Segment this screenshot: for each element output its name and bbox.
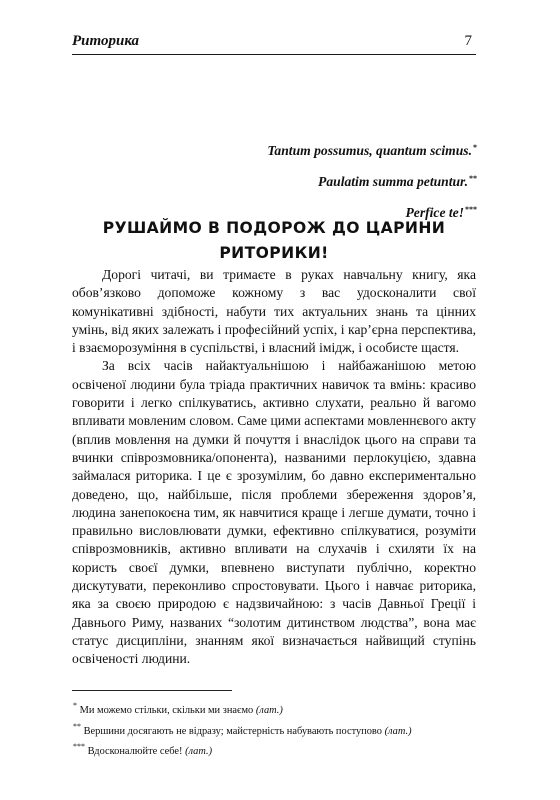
footnote-1-language: (лат.) (255, 705, 283, 716)
running-header (72, 30, 476, 55)
page-number: 7 (464, 33, 472, 49)
epigraph-3-footnote-mark: *** (465, 205, 477, 214)
footnote-3-language: (лат.) (185, 746, 213, 758)
epigraph-3-text: Perfice te! (405, 205, 464, 220)
epigraphs (267, 134, 477, 227)
epigraph-2-footnote-mark: ** (469, 174, 477, 183)
epigraph-1-text: Tantum possumus, quantum scimus. (267, 143, 472, 158)
body-paragraph-2: За всіх часів найактуальнішою і найбажанішою метою освіченої людини була тріада практичних навичок та вмінь: красиво говорити і легко спілкуватись, активно слухати, реально й вагомо впливати мовленим словом. Саме цими аспектами мовленнєвого акту (вплив мовлення на думки й почуття і внаслідок цього на справи та вчинки співрозмовника/опонента), названими перлокуцією, здавна займалася риторика. І це є зрозумілим, бо давно експериментально доведено, що, найбільше, після проблеми збереження здоров’я, людина занепокоєна тим, як навчитися краще і легше думати, точно і правильно висловлювати думки, ефективно спілкуватися, розуміти співрозмовників, активно впливати на слухачів і схиляти їх на користь своєї думки, впевнено виступати публічно, коректно дискутувати, переконливо спростовувати. Цього і навчає риторика, яка за своєю природою є надзвичайною: з часів Давньої Греції і Давнього Риму, названих “золотим дитинством людства”, вона має статус дисципліни, знанням якої визначається найвищий ступінь освіченості людини. (72, 358, 476, 667)
epigraph-2 (267, 165, 477, 196)
body-paragraph-1: Дорогі читачі, ви тримаєте в руках навчальну книгу, яка обов’язково допоможе кожному з вас удосконалити свої комунікативні здібності, набути тих актуальних знань та цінних умінь, від яких залежать і професійний успіх, і кар’єрна перспектива, і взаєморозуміння в суспільстві, і власний імідж, і особисте щастя. (72, 267, 476, 356)
footnote-1 (72, 698, 476, 719)
chapter-title-line-2: РИТОРИКИ! (219, 244, 329, 262)
chapter-title (72, 216, 476, 266)
footnote-2-text: Вершини досягають не відразу; майстерність набувають поступово (83, 725, 382, 737)
epigraph-2-text: Paulatim summa petuntur. (318, 174, 468, 189)
epigraph-1-footnote-mark: * (473, 143, 477, 152)
footnotes (72, 698, 476, 760)
footnote-1-text: Ми можемо стільки, скільки ми знаємо (79, 705, 254, 716)
footnote-2-mark: ** (73, 721, 81, 731)
epigraph-1 (267, 134, 477, 165)
footnote-3-mark: *** (73, 742, 85, 752)
footnote-2 (72, 719, 476, 740)
running-header-title: Риторика (72, 33, 140, 49)
footnote-3-text: Вдосконалюйте себе! (87, 746, 183, 758)
footnote-divider (72, 690, 232, 691)
footnote-1-mark: * (73, 701, 77, 710)
body-text (72, 266, 476, 669)
chapter-title-line-1: РУШАЙМО В ПОДОРОЖ ДО ЦАРИНИ (102, 219, 446, 237)
footnote-3 (72, 739, 476, 760)
footnote-2-language: (лат.) (384, 725, 412, 737)
